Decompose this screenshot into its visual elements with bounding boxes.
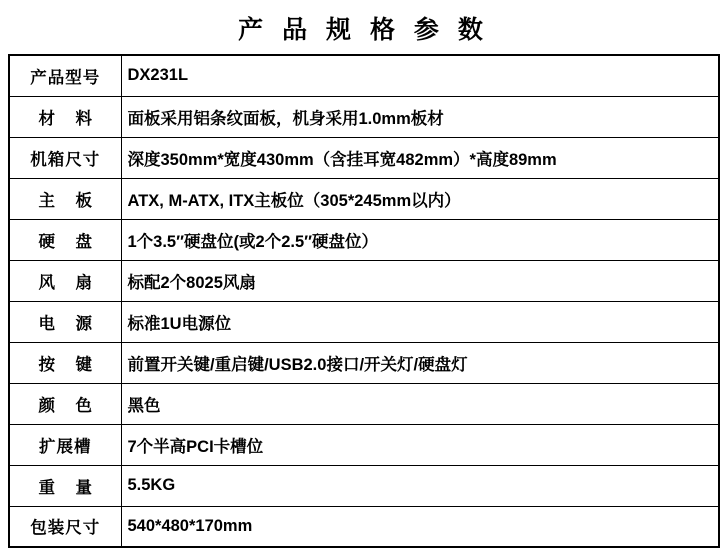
spec-label-cell: 机箱尺寸 [9,137,121,178]
specification-table [8,54,720,548]
spec-label-cell: 材 料 [9,96,121,137]
spec-value-cell: 黑色 [121,383,719,424]
spec-value-cell: 前置开关键/重启键/USB2.0接口/开关灯/硬盘灯 [121,342,719,383]
spec-value-cell: ATX, M-ATX, ITX主板位（305*245mm以内） [121,178,719,219]
spec-label-cell: 重 量 [9,465,121,506]
table-row [9,96,719,137]
table-row [9,55,719,96]
table-row [9,342,719,383]
spec-value-cell: DX231L [121,55,719,96]
spec-label-cell: 包装尺寸 [9,506,121,547]
spec-label-cell: 产品型号 [9,55,121,96]
spec-label-cell: 主 板 [9,178,121,219]
spec-label-cell: 扩展槽 [9,424,121,465]
spec-label-cell: 电 源 [9,301,121,342]
table-row [9,465,719,506]
table-row [9,260,719,301]
spec-value-cell: 7个半高PCI卡槽位 [121,424,719,465]
table-row [9,506,719,547]
specification-table-body [9,55,719,547]
spec-value-cell: 标配2个8025风扇 [121,260,719,301]
spec-value-cell: 标准1U电源位 [121,301,719,342]
spec-value-cell: 5.5KG [121,465,719,506]
spec-label-cell: 风 扇 [9,260,121,301]
spec-value-cell: 面板采用铝条纹面板，机身采用1.0mm板材 [121,96,719,137]
table-row [9,383,719,424]
spec-value-cell: 1个3.5″硬盘位(或2个2.5″硬盘位） [121,219,719,260]
spec-label-cell: 硬 盘 [9,219,121,260]
table-row [9,137,719,178]
page-title: 产 品 规 格 参 数 [238,16,489,44]
table-row [9,219,719,260]
table-row [9,424,719,465]
spec-value-cell: 540*480*170mm [121,506,719,547]
spec-label-cell: 颜 色 [9,383,121,424]
table-row [9,301,719,342]
spec-value-cell: 深度350mm*宽度430mm（含挂耳宽482mm）*高度89mm [121,137,719,178]
table-row [9,178,719,219]
spec-label-cell: 按 键 [9,342,121,383]
